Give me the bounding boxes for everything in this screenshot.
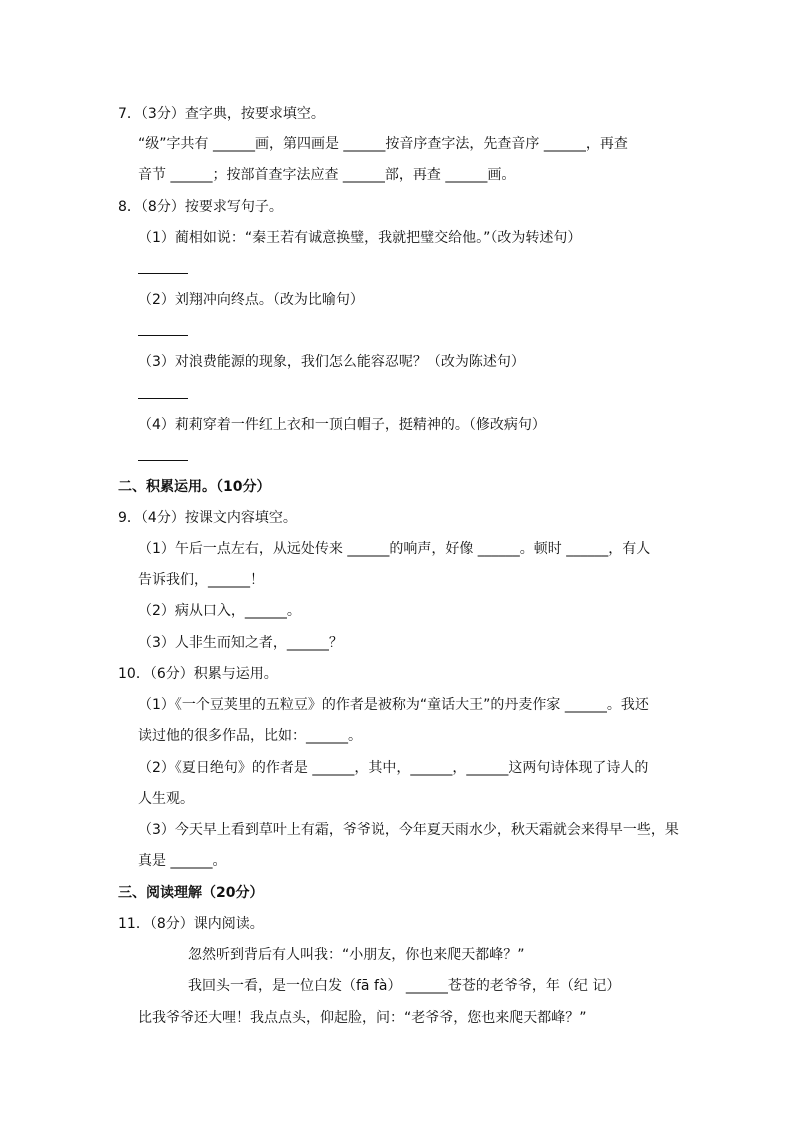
q10-line-2: 读过他的很多作品，比如：______。 <box>138 728 362 744</box>
q9-line-2: 告诉我们，______！ <box>138 572 264 588</box>
q10-line-5: （3）今天早上看到草叶上有霜，爷爷说，今年夏天雨水少，秋天霜就会来得早一些，果 <box>138 822 679 838</box>
q8-title: 8．（8分）按要求写句子。 <box>118 199 283 215</box>
q11-paragraph-2-line-1: 我回头一看，是一位白发（fā fà） ______苍苍的老爷爷，年（纪 记） <box>188 978 621 994</box>
q7-line-1: “级”字共有 ______画，第四画是 ______按音序查字法，先查音序 ______，再查 <box>138 136 628 152</box>
q8-item-3: （3）对浪费能源的现象，我们怎么能容忍呢？（改为陈述句） <box>138 354 525 370</box>
section-heading-3: 三、阅读理解（20分） <box>118 885 264 901</box>
answer-blank <box>138 460 188 461</box>
q9-line-1: （1）午后一点左右，从远处传来 ______的响声，好像 ______。顿时 ______，有人 <box>138 541 651 557</box>
q7-line-2: 音节 ______；按部首查字法应查 ______部，再查 ______画。 <box>138 167 516 183</box>
q7-title: 7．（3分）查字典，按要求填空。 <box>118 106 325 122</box>
answer-blank <box>138 335 188 336</box>
q10-line-3: （2）《夏日绝句》的作者是 ______，其中，______，______这两句诗体现了诗人的 <box>138 760 649 776</box>
q10-line-4: 人生观。 <box>138 791 194 807</box>
q9-line-3: （2）病从口入，______。 <box>138 603 301 619</box>
q10-line-6: 真是 ______。 <box>138 853 227 869</box>
q8-item-1: （1）蔺相如说：“秦王若有诚意换璧，我就把璧交给他。”（改为转述句） <box>138 230 582 246</box>
q8-item-4: （4）莉莉穿着一件红上衣和一顶白帽子，挺精神的。（修改病句） <box>138 417 546 433</box>
q10-title: 10．（6分）积累与运用。 <box>118 666 278 682</box>
q11-paragraph-2-line-2: 比我爷爷还大哩！我点点头，仰起脸，问：“老爷爷，您也来爬天都峰？” <box>138 1010 587 1026</box>
section-heading-2: 二、积累运用。（10分） <box>118 479 271 495</box>
q8-item-2: （2）刘翔冲向终点。（改为比喻句） <box>138 292 364 308</box>
answer-blank <box>138 398 188 399</box>
q11-paragraph-1: 忽然听到背后有人叫我：“小朋友，你也来爬天都峰？” <box>188 947 525 963</box>
q9-line-4: （3）人非生而知之者，______？ <box>138 635 343 651</box>
q10-line-1: （1）《一个豆荚里的五粒豆》的作者是被称为“童话大王”的丹麦作家 ______。我还 <box>138 697 649 713</box>
answer-blank <box>138 273 188 274</box>
q11-title: 11．（8分）课内阅读。 <box>118 916 264 932</box>
q9-title: 9．（4分）按课文内容填空。 <box>118 510 297 526</box>
